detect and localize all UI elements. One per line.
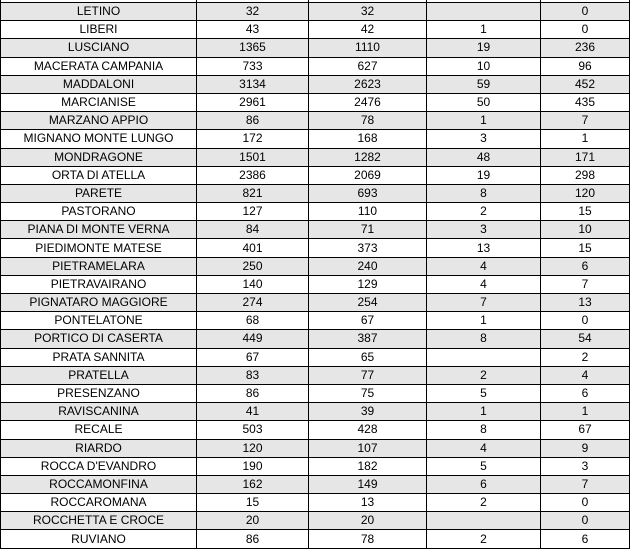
cell-col-2: 77 [309,366,427,384]
table-row [1,330,630,348]
cell-col-3: 8 [427,330,541,348]
cell-col-1: 274 [197,294,309,312]
cell-name: MACERATA CAMPANIA [1,57,197,75]
cell-col-1: 2386 [197,166,309,184]
cell-col-4: 7 [541,112,630,130]
table-row [1,366,630,384]
cell-col-1: 43 [197,21,309,39]
cell-name: PIEDIMONTE MATESE [1,239,197,257]
cell-col-2: 107 [309,439,427,457]
cell-col-4: 15 [541,203,630,221]
cell-col-4: 452 [541,75,630,93]
cell-col-1: 821 [197,184,309,202]
cell-col-4: 1 [541,130,630,148]
cell-col-3: 7 [427,294,541,312]
cell-name: PASTORANO [1,203,197,221]
cell-col-4: 15 [541,239,630,257]
cell-col-3: 1 [427,112,541,130]
cell-col-1: 41 [197,403,309,421]
table-row [1,93,630,111]
cell-col-1: 127 [197,203,309,221]
cell-col-4: 96 [541,57,630,75]
cell-col-1: 2961 [197,93,309,111]
table-row [1,57,630,75]
cell-col-4: 0 [541,21,630,39]
cell-col-3: 10 [427,57,541,75]
cell-col-1: 250 [197,257,309,275]
table-row [1,257,630,275]
cell-col-2: 693 [309,184,427,202]
cell-col-3: 5 [427,384,541,402]
table-row [1,221,630,239]
cell-name: RAVISCANINA [1,403,197,421]
cell-col-3: 1 [427,312,541,330]
cell-col-4: 6 [541,384,630,402]
cell-col-1: 86 [197,112,309,130]
cell-col-2: 67 [309,312,427,330]
cell-col-4: 435 [541,93,630,111]
cell-col-4: 236 [541,39,630,57]
table-row [1,275,630,293]
cell-col-2: 75 [309,384,427,402]
cell-name: MARZANO APPIO [1,112,197,130]
cell-col-1: 15 [197,494,309,512]
cell-col-3: 13 [427,239,541,257]
cell-name: PORTICO DI CASERTA [1,330,197,348]
cell-col-4: 0 [541,512,630,530]
table-row [1,512,630,530]
cell-col-4: 1 [541,403,630,421]
cell-col-4: 13 [541,294,630,312]
cell-col-4: 6 [541,257,630,275]
cell-col-2: 428 [309,421,427,439]
cell-col-3: 4 [427,257,541,275]
cell-col-2: 373 [309,239,427,257]
cell-col-1: 1365 [197,39,309,57]
cell-col-2: 182 [309,457,427,475]
cell-col-4: 7 [541,475,630,493]
cell-col-4: 6 [541,530,630,548]
table-row [1,475,630,493]
cell-col-3: 8 [427,421,541,439]
cell-name: PARETE [1,184,197,202]
cell-col-3 [427,3,541,21]
table-body [1,0,630,548]
cell-name: PRATELLA [1,366,197,384]
table-row [1,294,630,312]
cell-col-2: 168 [309,130,427,148]
cell-col-1: 86 [197,384,309,402]
cell-col-1: 401 [197,239,309,257]
table-row [1,184,630,202]
cell-col-2: 254 [309,294,427,312]
cell-col-4: 3 [541,457,630,475]
cell-name: RECALE [1,421,197,439]
cell-col-1: 32 [197,3,309,21]
cell-col-1: 86 [197,530,309,548]
cell-name: PIANA DI MONTE VERNA [1,221,197,239]
cell-col-2: 2623 [309,75,427,93]
cell-name: MARCIANISE [1,93,197,111]
cell-col-4: 0 [541,312,630,330]
table-row [1,130,630,148]
cell-col-4: 7 [541,275,630,293]
cell-col-3: 2 [427,494,541,512]
cell-col-1: 3134 [197,75,309,93]
cell-name: PRATA SANNITA [1,348,197,366]
cell-name: ORTA DI ATELLA [1,166,197,184]
cell-col-3: 2 [427,203,541,221]
cell-col-2: 78 [309,530,427,548]
table-row [1,239,630,257]
cell-name: ROCCAROMANA [1,494,197,512]
table-row [1,112,630,130]
table-row [1,439,630,457]
cell-col-2: 65 [309,348,427,366]
cell-col-4: 4 [541,366,630,384]
cell-col-4: 10 [541,221,630,239]
table-row [1,148,630,166]
cell-col-3: 19 [427,39,541,57]
cell-col-3 [427,512,541,530]
cell-col-3: 8 [427,184,541,202]
cell-col-1: 172 [197,130,309,148]
cell-col-2: 129 [309,275,427,293]
table-row [1,21,630,39]
cell-col-3: 59 [427,75,541,93]
cell-col-4: 2 [541,348,630,366]
cell-col-3: 5 [427,457,541,475]
table-row [1,75,630,93]
cell-col-2: 387 [309,330,427,348]
cell-col-1: 83 [197,366,309,384]
cell-col-4: 67 [541,421,630,439]
cell-col-2: 78 [309,112,427,130]
cell-col-2: 13 [309,494,427,512]
cell-col-3: 3 [427,130,541,148]
cell-name: ROCCAMONFINA [1,475,197,493]
cell-col-2: 71 [309,221,427,239]
cell-col-2: 1282 [309,148,427,166]
cell-name: MIGNANO MONTE LUNGO [1,130,197,148]
cell-name: PIGNATARO MAGGIORE [1,294,197,312]
cell-name: LUSCIANO [1,39,197,57]
cell-col-3: 6 [427,475,541,493]
cell-col-4: 171 [541,148,630,166]
cell-name: LIBERI [1,21,197,39]
table-row [1,312,630,330]
cell-col-3: 1 [427,21,541,39]
cell-name: MADDALONI [1,75,197,93]
table-row [1,39,630,57]
cell-col-2: 2069 [309,166,427,184]
cell-col-4: 0 [541,494,630,512]
cell-col-1: 1501 [197,148,309,166]
cell-name: ROCCA D'EVANDRO [1,457,197,475]
table-row [1,384,630,402]
cell-col-4: 120 [541,184,630,202]
cell-col-2: 2476 [309,93,427,111]
cell-col-4: 54 [541,330,630,348]
cell-col-2: 110 [309,203,427,221]
cell-col-1: 84 [197,221,309,239]
cell-name: MONDRAGONE [1,148,197,166]
cell-col-1: 140 [197,275,309,293]
table-row [1,403,630,421]
cell-col-2: 20 [309,512,427,530]
cell-col-3 [427,348,541,366]
cell-col-4: 9 [541,439,630,457]
cell-col-1: 449 [197,330,309,348]
cell-col-2: 32 [309,3,427,21]
cell-col-2: 42 [309,21,427,39]
cell-name: RIARDO [1,439,197,457]
cell-col-3: 48 [427,148,541,166]
cell-col-1: 120 [197,439,309,457]
cell-col-1: 67 [197,348,309,366]
cell-col-1: 190 [197,457,309,475]
cell-col-2: 627 [309,57,427,75]
cell-name: PONTELATONE [1,312,197,330]
table-row [1,203,630,221]
cell-col-3: 2 [427,366,541,384]
table-row [1,3,630,21]
table-row [1,421,630,439]
cell-col-3: 50 [427,93,541,111]
cell-col-1: 503 [197,421,309,439]
cell-col-2: 39 [309,403,427,421]
cell-col-3: 4 [427,275,541,293]
table-row [1,348,630,366]
cell-col-2: 1110 [309,39,427,57]
cell-col-1: 162 [197,475,309,493]
cell-name: PIETRAMELARA [1,257,197,275]
table-row [1,530,630,548]
cell-col-3: 4 [427,439,541,457]
cell-col-3: 19 [427,166,541,184]
cell-col-1: 20 [197,512,309,530]
cell-col-3: 3 [427,221,541,239]
cell-col-1: 68 [197,312,309,330]
cell-name: ROCCHETTA E CROCE [1,512,197,530]
table-row [1,494,630,512]
cell-col-2: 240 [309,257,427,275]
cell-col-4: 0 [541,3,630,21]
cell-col-3: 1 [427,403,541,421]
cell-col-1: 733 [197,57,309,75]
table-row [1,166,630,184]
cell-name: LETINO [1,3,197,21]
cell-col-2: 149 [309,475,427,493]
cell-name: PIETRAVAIRANO [1,275,197,293]
table-row [1,457,630,475]
cell-name: PRESENZANO [1,384,197,402]
cell-col-4: 298 [541,166,630,184]
cell-col-3: 2 [427,530,541,548]
cell-name: RUVIANO [1,530,197,548]
